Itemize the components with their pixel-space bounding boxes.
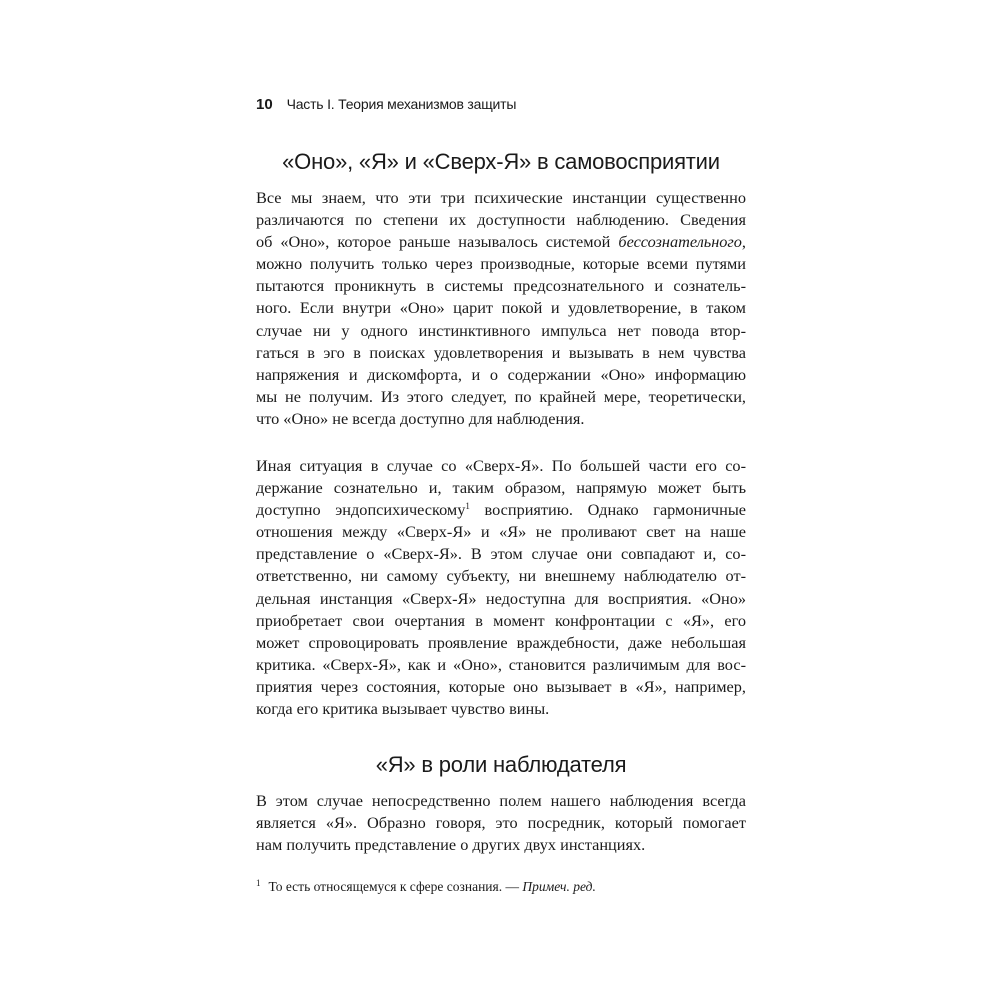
paragraph-line: нам получить представление о других двух инстанциях.: [256, 835, 646, 855]
paragraph-line: представление о «Сверх-Я». В этом случае они совпадают и, со-: [256, 544, 746, 564]
line-text: об «Оно», которое раньше называлось системой: [256, 232, 619, 252]
paragraph-line: Все мы знаем, что эти три психические инстанции существенно: [256, 188, 746, 207]
paragraph-line: приятия через состояния, которые оно вызывает в «Я», например,: [256, 676, 746, 696]
italic-term: бессознательного: [618, 232, 742, 252]
paragraph-line: Иная ситуация в случае со «Сверх-Я». По большей части его со-: [256, 456, 746, 475]
paragraph-3: [256, 790, 746, 856]
section-heading-self-perception: «Оно», «Я» и «Сверх-Я» в самовосприятии: [282, 149, 720, 174]
paragraph-line: пытаются проникнуть в системы предсознательного и сознатель-: [256, 276, 746, 296]
paragraph-line: дельная инстанция «Сверх-Я» недоступна для восприятия. «Оно»: [256, 588, 746, 608]
paragraph-2: [256, 455, 746, 720]
paragraph-line: гаться в эго в поисках удовлетворения и вызывать в нем чувства: [256, 342, 746, 362]
paragraph-line: напряжения и дискомфорта, и о содержании «Оно» информацию: [256, 364, 746, 384]
line-text: доступно эндопсихическому: [256, 500, 466, 520]
paragraph-line: ного. Если внутри «Оно» царит покой и удовлетворение, в таком: [256, 298, 746, 318]
page-number: 10: [256, 96, 273, 113]
footnote-reference[interactable]: 1: [465, 501, 470, 512]
paragraph-line: является «Я». Образно говоря, это посредник, который помогает: [256, 813, 746, 833]
running-head: [256, 94, 516, 115]
paragraph-line: критика. «Сверх-Я», как и «Оно», становится различимым для вос-: [256, 654, 746, 674]
paragraph-line: держание сознательно и, таким образом, напрямую может быть: [256, 478, 746, 498]
paragraph-line: что «Оно» не всегда доступно для наблюдения.: [256, 408, 585, 428]
paragraph-line: приобретает свои очертания в момент конфронтации с «Я», его: [256, 610, 746, 630]
paragraph-line: мы не получим. Из этого следует, по крайней мере, теоретически,: [256, 386, 746, 406]
paragraph-line: различаются по степени их доступности наблюдению. Сведения: [256, 210, 746, 230]
footnote-editor-note: Примеч. ред.: [522, 879, 596, 894]
running-head-title: Часть I. Теория механизмов защиты: [286, 96, 517, 112]
section-heading-ego-observer: «Я» в роли наблюдателя: [375, 752, 627, 777]
paragraph-line: ответственно, ни самому субъекту, ни внешнему наблюдателю от-: [256, 566, 746, 586]
paragraph-line: когда его критика вызывает чувство вины.: [256, 699, 550, 719]
paragraph-line: можно получить только через производные, которые всеми путями: [256, 254, 746, 274]
paragraph-1: [256, 187, 746, 430]
paragraph-line: В этом случае непосредственно полем нашего наблюдения всегда: [256, 791, 746, 810]
paragraph-line: [256, 499, 746, 521]
paragraph-line: [256, 231, 746, 253]
footnote: [256, 877, 746, 897]
footnote-marker: 1: [256, 878, 261, 888]
paragraph-line: отношения между «Сверх-Я» и «Я» не проливают свет на наше: [256, 522, 746, 542]
paragraph-line: случае ни у одного инстинктивного импульса нет повода втор-: [256, 320, 746, 340]
paragraph-line: может спровоцировать проявление враждебности, даже небольшая: [256, 632, 746, 652]
line-punctuation: ,: [741, 232, 746, 252]
footnote-text: То есть относящемуся к сфере сознания. —: [268, 879, 523, 894]
line-text: восприятию. Однако гармоничные: [469, 500, 746, 520]
